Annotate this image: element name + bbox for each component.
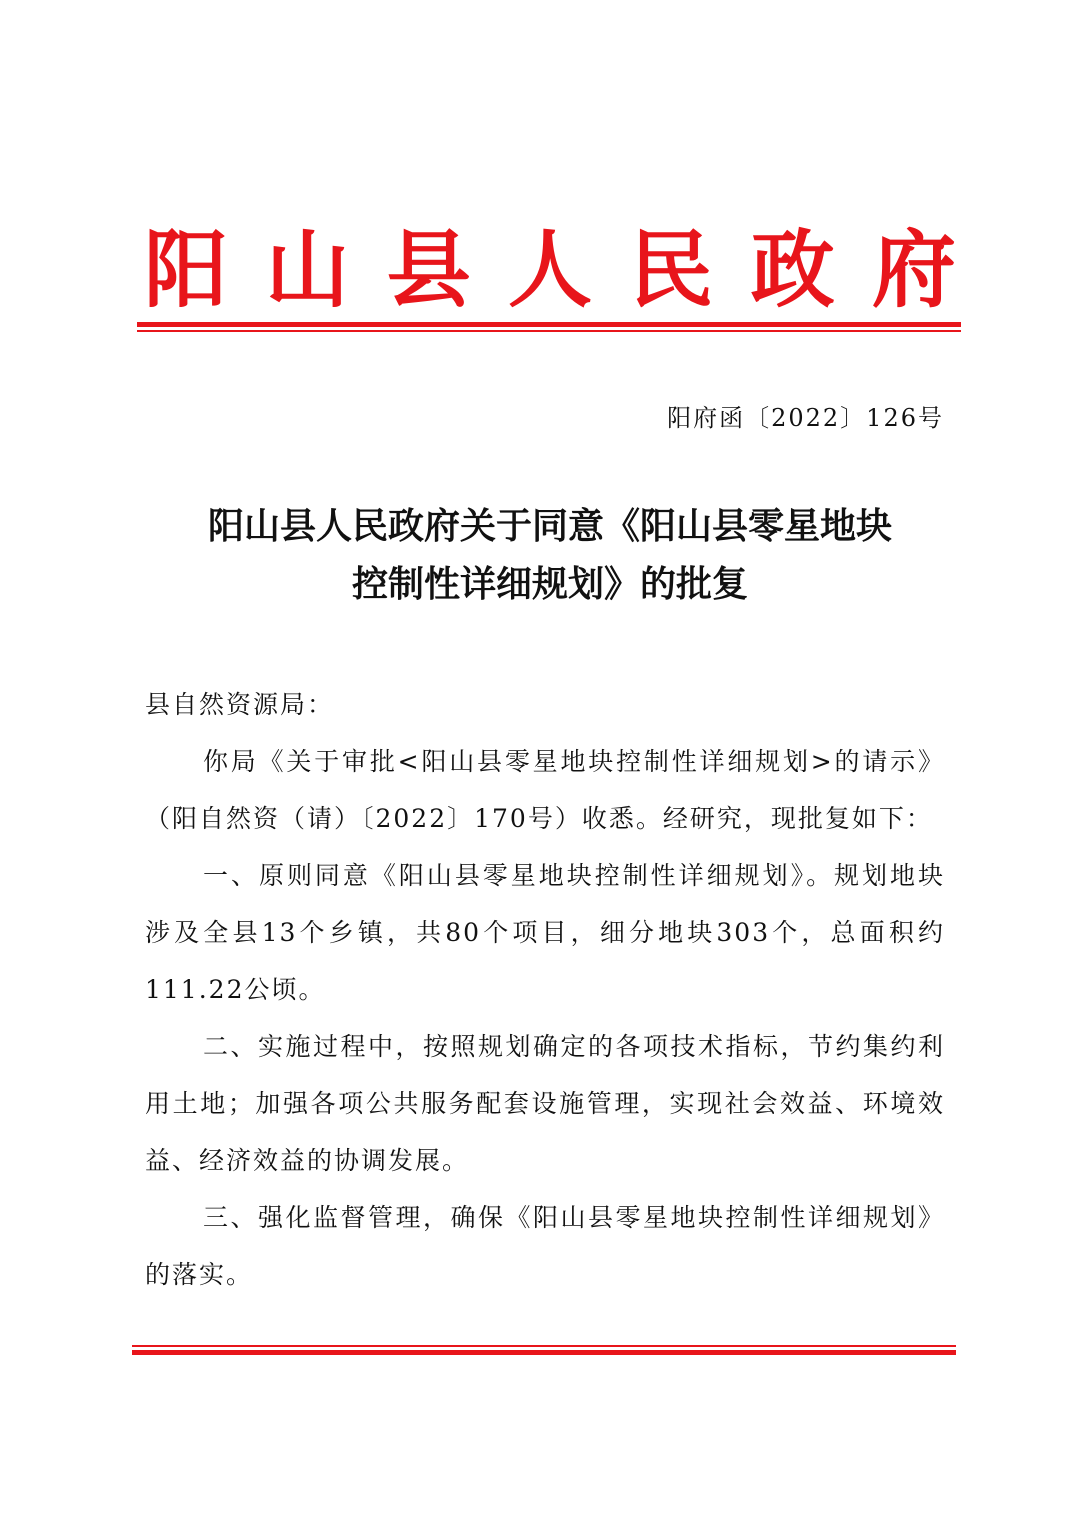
masthead-char: 民	[629, 221, 714, 319]
title-line-1: 阳山县人民政府关于同意《阳山县零星地块	[207, 506, 892, 547]
red-divider-bottom-thin	[132, 1345, 956, 1347]
red-divider-bottom-thick	[132, 1350, 956, 1355]
masthead-char: 县	[386, 221, 471, 319]
masthead-char: 阳	[143, 221, 228, 319]
title-line-2: 控制性详细规划》的批复	[351, 564, 748, 605]
paragraph-3: 二、实施过程中，按照规划确定的各项技术指标，节约集约利用土地；加强各项公共服务配套设施管理，实现社会效益、环境效益、经济效益的协调发展。	[145, 1032, 945, 1175]
red-divider-top-thin	[137, 330, 961, 332]
masthead-char: 山	[265, 221, 350, 319]
document-body	[145, 676, 945, 1303]
paragraph-4: 三、强化监督管理，确保《阳山县零星地块控制性详细规划》的落实。	[145, 1203, 945, 1289]
paragraph-2: 一、原则同意《阳山县零星地块控制性详细规划》。规划地块涉及全县13个乡镇，共80个项目，细分地块303个，总面积约111.22公顷。	[145, 861, 945, 1004]
document-number: 阳府函〔2022〕126号	[667, 404, 944, 432]
masthead-char: 政	[750, 221, 835, 319]
masthead-org-name	[138, 222, 962, 318]
masthead-char: 府	[871, 221, 956, 319]
red-divider-top-thick	[137, 322, 961, 327]
document-title	[138, 498, 962, 614]
paragraph-1: 你局《关于审批<阳山县零星地块控制性详细规划>的请示》（阳自然资（请）〔2022〕170号）收悉。经研究，现批复如下：	[145, 747, 945, 833]
salutation: 县自然资源局：	[145, 690, 335, 719]
masthead-char: 人	[507, 221, 592, 319]
